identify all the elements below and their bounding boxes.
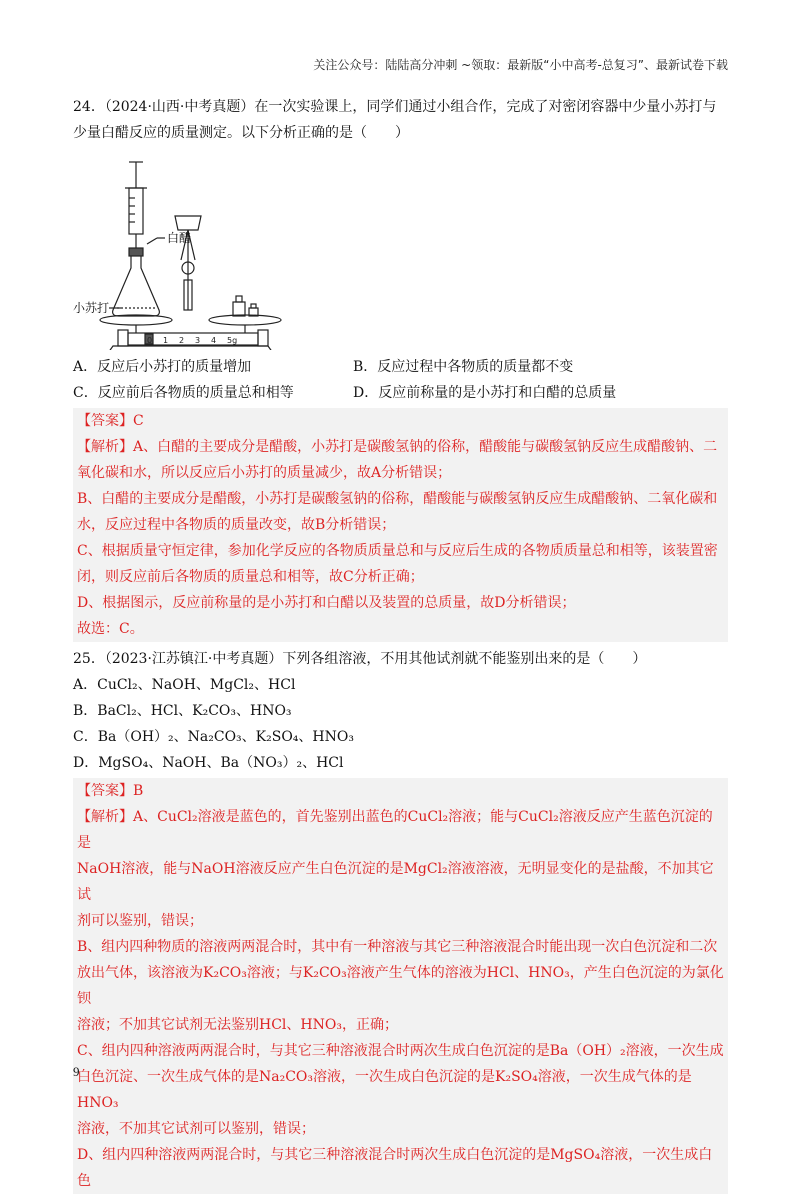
q25-analysis-line: C、组内四种溶液两两混合时，与其它三种溶液混合时两次生成白色沉淀的是Ba（OH）₂溶液，一次生成 — [77, 1043, 724, 1059]
page-number: 9 — [73, 1064, 80, 1079]
balance-base — [103, 346, 278, 350]
q25-analysis-line: B、组内四种物质的溶液两两混合时，其中有一种溶液与其它三种溶液混合时能出现一次白色沉淀和二次 — [77, 939, 718, 955]
q25-analysis-line: 剂可以鉴别，错误； — [77, 913, 203, 929]
q24-option-c: C．反应前后各物质的质量总和相等 — [73, 385, 294, 401]
q24-option-d: D．反应前称量的是小苏打和白醋的总质量 — [353, 385, 617, 401]
q25-stem: 25．（2023·江苏镇江·中考真题）下列各组溶液，不用其他试剂就不能鉴别出来的是（ ） — [73, 651, 647, 667]
q25-analysis-line: NaOH溶液，能与NaOH溶液反应产生白色沉淀的是MgCl₂溶液溶液，无明显变化的是盐酸，不加其它试 — [77, 861, 714, 903]
balance-diagram — [73, 150, 288, 350]
q24-analysis-line: B、白醋的主要成分是醋酸，小苏打是碳酸氢钠的俗称，醋酸能与碳酸氢钠反应生成醋酸钠、二氧化碳和 — [77, 491, 718, 507]
q25-option-d: D．MgSO₄、NaOH、Ba（NO₃）₂、HCl — [73, 755, 344, 771]
tick-1: 1 — [163, 336, 169, 345]
q24-analysis-line: C、根据质量守恒定律，参加化学反应的各物质质量总和与反应后生成的各物质质量总和相等，该装置密 — [77, 543, 718, 559]
q25-analysis-line: 溶液，不加其它试剂可以鉴别，错误； — [77, 1121, 315, 1137]
page-header: 关注公众号：陆陆高分冲刺 ~领取：最新版“小中高考-总复习”、最新试卷下载 — [313, 58, 728, 72]
q25-analysis-line: 【解析】A、CuCl₂溶液是蓝色的，首先鉴别出蓝色的CuCl₂溶液；能与CuCl₂溶液反应产生蓝色沉淀的是 — [77, 809, 713, 851]
q24-answer: 【答案】C — [77, 413, 144, 429]
q25-option-b: B．BaCl₂、HCl、K₂CO₃、HNO₃ — [73, 703, 292, 719]
q24-options — [73, 354, 728, 406]
vinegar-label: 白醋 — [167, 231, 192, 245]
q24-analysis-line: D、根据图示，反应前称量的是小苏打和白醋以及装置的总质量，故D分析错误； — [77, 595, 576, 611]
pointer-dial — [175, 216, 201, 230]
q25-analysis-line: 放出气体，该溶液为K₂CO₃溶液；与K₂CO₃溶液产生气体的溶液为HCl、HNO₃，产生白色沉淀的为氯化钡 — [77, 965, 724, 1007]
q25-option-a: A．CuCl₂、NaOH、MgCl₂、HCl — [73, 677, 296, 693]
tick-0: 0 — [147, 336, 153, 345]
q25-analysis-line: 白色沉淀、一次生成气体的是Na₂CO₃溶液，一次生成白色沉淀的是K₂SO₄溶液，一次生成气体的是HNO₃ — [77, 1069, 692, 1111]
syringe-barrel — [129, 188, 143, 234]
balance-figure — [73, 150, 288, 350]
q25-answer: 【答案】B — [77, 783, 144, 799]
flask — [113, 256, 160, 316]
q24-stem-line2: 少量白醋反应的质量测定。以下分析正确的是（ ） — [73, 125, 409, 141]
q24-answer-box — [73, 408, 728, 642]
q25-analysis-line: D、组内四种溶液两两混合时，与其它三种溶液混合时两次生成白色沉淀的是MgSO₄溶液，一次生成白色 — [77, 1147, 713, 1189]
weight-large — [233, 302, 245, 316]
q24-analysis-line: 故选：C。 — [77, 621, 144, 637]
q24-analysis-line: 【解析】A、白醋的主要成分是醋酸，小苏打是碳酸氢钠的俗称，醋酸能与碳酸氢钠反应生成醋酸钠、二 — [77, 439, 718, 455]
q25-option-c: C．Ba（OH）₂、Na₂CO₃、K₂SO₄、HNO₃ — [73, 729, 354, 745]
q24-stem-line1: 24．（2024·山西·中考真题）在一次实验课上，同学们通过小组合作，完成了对密闭容器中少量小苏打与 — [73, 99, 717, 115]
scale-ticks — [147, 336, 237, 345]
q25-analysis-line: 溶液；不加其它试剂无法鉴别HCl、HNO₃，正确； — [77, 1017, 398, 1033]
q24-analysis-line: 氧化碳和水，所以反应后小苏打的质量减少，故A分析错误； — [77, 465, 452, 481]
tick-2: 2 — [179, 336, 185, 345]
page-content — [73, 94, 728, 1198]
tick-5g: 5g — [227, 336, 238, 345]
q24-analysis-line: 水，反应过程中各物质的质量改变，故B分析错误； — [77, 517, 396, 533]
soda-label: 小苏打 — [73, 301, 110, 315]
q24-option-a: A．反应后小苏打的质量增加 — [73, 359, 252, 375]
tick-4: 4 — [211, 336, 217, 345]
q24-analysis-line: 闭，则反应前后各物质的质量总和相等，故C分析正确； — [77, 569, 424, 585]
q24-option-b: B．反应过程中各物质的质量都不变 — [353, 359, 574, 375]
tick-3: 3 — [195, 336, 201, 345]
